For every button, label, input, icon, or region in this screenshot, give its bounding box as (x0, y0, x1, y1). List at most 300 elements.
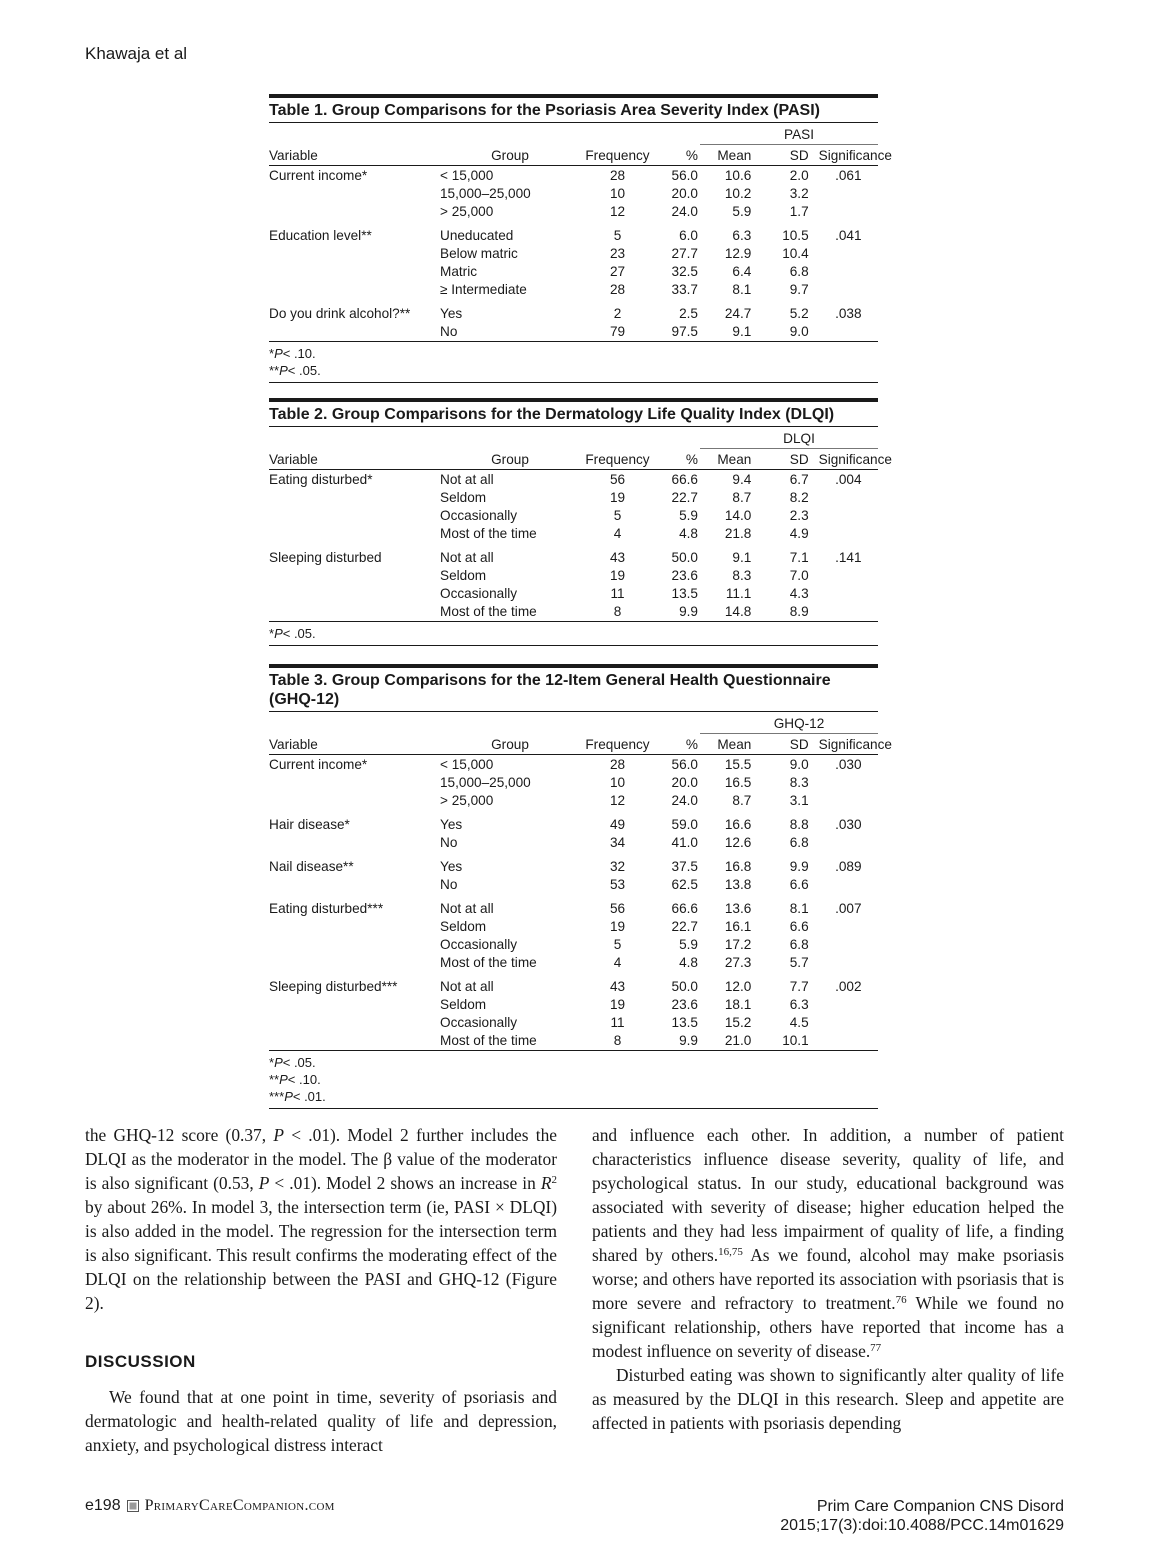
cell-frequency: 19 (609, 490, 626, 505)
cell-frequency: 12 (609, 204, 626, 219)
cell-percent: 23.6 (671, 568, 698, 583)
cell-sd: 8.2 (789, 490, 809, 505)
table-3 (269, 664, 892, 1109)
cell-significance (819, 1032, 878, 1050)
table-row (269, 245, 878, 263)
cell-percent: 66.6 (671, 472, 698, 487)
cell-variable (269, 263, 440, 281)
footnote-rule (269, 1108, 878, 1109)
table-caption: Table 2. Group Comparisons for the Dermatology Life Quality Index (DLQI) (269, 402, 878, 427)
cell-variable: Hair disease* (269, 817, 350, 832)
footnote-rule (269, 382, 878, 383)
cell-frequency: 53 (609, 877, 626, 892)
cell-mean: 8.1 (732, 282, 752, 297)
table-row (269, 852, 878, 876)
cell-frequency: 11 (610, 1015, 625, 1030)
cell-frequency: 8 (613, 1033, 622, 1048)
cell-mean: 21.8 (724, 526, 752, 541)
cell-percent: 56.0 (671, 757, 698, 772)
cell-group: Yes (440, 859, 463, 874)
cell-percent: 23.6 (671, 997, 698, 1012)
cell-frequency: 56 (609, 901, 626, 916)
cell-frequency: 19 (609, 568, 626, 583)
cell-frequency: 8 (613, 604, 622, 619)
cell-significance (819, 525, 878, 543)
cell-variable (269, 567, 440, 585)
cell-variable (269, 507, 440, 525)
table-row (269, 954, 878, 972)
cell-frequency: 23 (609, 246, 626, 261)
cell-significance: .038 (835, 306, 862, 321)
cell-variable (269, 936, 440, 954)
square-bullet-icon (127, 1500, 139, 1512)
cell-variable (269, 281, 440, 299)
footnote-marker: ** (269, 363, 280, 378)
cell-percent: 9.9 (679, 1033, 698, 1048)
cell-mean: 10.2 (724, 186, 752, 201)
cell-variable: Education level** (269, 228, 372, 243)
table-row (269, 299, 878, 323)
cell-frequency: 28 (609, 282, 626, 297)
table-caption: Table 1. Group Comparisons for the Psoriasis Area Severity Index (PASI) (269, 98, 878, 123)
cell-group: Occasionally (440, 1015, 518, 1030)
table-row (269, 810, 878, 834)
cell-percent: 97.5 (671, 324, 698, 339)
footnote-rule (269, 645, 878, 646)
cell-frequency: 5 (613, 228, 622, 243)
cell-group: Most of the time (440, 604, 537, 619)
table-row (269, 996, 878, 1014)
footnote-marker: * (269, 626, 275, 641)
cell-sd: 6.8 (789, 835, 809, 850)
cell-sd: 5.7 (789, 955, 809, 970)
cell-group: No (440, 877, 458, 892)
table-row (269, 543, 878, 567)
footnote-text: < .05. (282, 1055, 316, 1070)
cell-mean: 8.7 (732, 490, 752, 505)
cell-frequency: 27 (609, 264, 626, 279)
page-footer-right (780, 1497, 1064, 1535)
table-row (269, 507, 878, 525)
cell-percent: 22.7 (671, 490, 698, 505)
table-row (269, 918, 878, 936)
column-header-row (269, 734, 878, 755)
cell-variable: Nail disease** (269, 859, 354, 874)
cell-significance (819, 876, 878, 894)
footnote-marker: * (269, 346, 275, 361)
cell-sd: 9.7 (789, 282, 809, 297)
citation-superscript: 77 (870, 1342, 882, 1354)
cell-group: Not at all (440, 901, 494, 916)
col-header-group: Group (440, 734, 580, 755)
cell-group: Seldom (440, 997, 487, 1012)
p-symbol: P (274, 1055, 283, 1070)
cell-mean: 15.2 (724, 1015, 752, 1030)
cell-frequency: 79 (609, 324, 626, 339)
table-row (269, 834, 878, 852)
cell-sd: 6.6 (789, 877, 809, 892)
data-table (269, 427, 892, 621)
cell-group: Occasionally (440, 508, 518, 523)
cell-sd: 4.9 (789, 526, 809, 541)
cell-mean: 14.8 (724, 604, 752, 619)
cell-significance (819, 323, 878, 341)
cell-sd: 9.9 (789, 859, 809, 874)
cell-significance: .030 (835, 817, 862, 832)
cell-significance: .002 (835, 979, 862, 994)
cell-mean: 16.5 (724, 775, 752, 790)
footnote-text: < .01. (292, 1089, 326, 1104)
cell-group: No (440, 324, 458, 339)
cell-variable (269, 834, 440, 852)
table-row (269, 203, 878, 221)
table-row (269, 603, 878, 621)
cell-significance: .089 (835, 859, 862, 874)
cell-significance (819, 567, 878, 585)
cell-mean: 9.1 (732, 550, 752, 565)
cell-significance: .061 (835, 168, 862, 183)
cell-percent: 66.6 (671, 901, 698, 916)
table-row (269, 323, 878, 341)
cell-significance (819, 603, 878, 621)
p-symbol: P (274, 626, 283, 641)
cell-frequency: 56 (609, 472, 626, 487)
cell-significance (819, 185, 878, 203)
citation-superscript: 16,75 (718, 1246, 743, 1258)
cell-frequency: 34 (609, 835, 626, 850)
cell-percent: 41.0 (671, 835, 698, 850)
cell-percent: 50.0 (671, 979, 698, 994)
table-row (269, 166, 878, 186)
cell-percent: 33.7 (671, 282, 698, 297)
body-paragraph: the GHQ-12 score (0.37, P < .01). Model 2 further includes the DLQI as the moderator in the model. The β value of the moderator is also significant (0.53, P < .01). Model 2 shows an increase in $R^2$ by about 26%. In model 3, the intersection term (ie, PASI × DLQI) is also added in the model. The regression for the intersection term is also significant. This result confirms the moderating effect of the DLQI on the relationship between the PASI and GHQ-12 (Figure 2). (85, 1125, 558, 1313)
body-paragraph: and influence each other. In addition, a number of patient characteristics influence disease severity, quality of life, and psychological status. In our study, educational background was associated with severity of disease; higher education helped the patients and they had less impairment of quality of life, a finding shared by others.$^{16,75}$ As we found, alcohol may make psoriasis worse; and others have reported its association with psoriasis that is more severe and refractory to treatment.$^{76}$ While we found no significant relationship, others have reported that income has a modest influence on severity of disease.$^{77}$ (592, 1125, 1065, 1361)
cell-variable (269, 954, 440, 972)
cell-frequency: 12 (609, 793, 626, 808)
col-header-mean: Mean (700, 145, 759, 166)
left-text-column (85, 1123, 557, 1457)
footnote (269, 1088, 878, 1105)
cell-variable (269, 245, 440, 263)
cell-frequency: 43 (609, 550, 626, 565)
data-table (269, 123, 892, 341)
page-number: e198 (85, 1497, 121, 1514)
right-text-column (592, 1123, 1064, 1435)
cell-significance (819, 585, 878, 603)
p-symbol: P (274, 346, 283, 361)
table-footnotes (269, 1051, 878, 1108)
footnote (269, 1071, 878, 1088)
span-header-label: DLQI (700, 427, 878, 449)
col-header-frequency: Frequency (580, 734, 655, 755)
cell-variable (269, 1014, 440, 1032)
cell-mean: 12.9 (724, 246, 752, 261)
cell-percent: 4.8 (679, 526, 698, 541)
cell-group: Not at all (440, 550, 494, 565)
cell-sd: 9.0 (789, 757, 809, 772)
cell-frequency: 28 (609, 168, 626, 183)
cell-group: 15,000–25,000 (440, 775, 531, 790)
footnote (269, 345, 878, 362)
cell-mean: 8.3 (732, 568, 752, 583)
table-1 (269, 94, 892, 383)
cell-sd: 9.0 (789, 324, 809, 339)
cell-sd: 6.7 (789, 472, 809, 487)
cell-sd: 10.1 (782, 1033, 809, 1048)
citation-superscript: 76 (895, 1294, 907, 1306)
table-row (269, 774, 878, 792)
cell-variable (269, 996, 440, 1014)
table-row (269, 1014, 878, 1032)
cell-percent: 4.8 (679, 955, 698, 970)
cell-sd: 8.1 (789, 901, 809, 916)
cell-significance (819, 507, 878, 525)
cell-percent: 32.5 (671, 264, 698, 279)
cell-mean: 6.3 (732, 228, 752, 243)
cell-percent: 20.0 (671, 775, 698, 790)
cell-mean: 6.4 (732, 264, 752, 279)
table-row (269, 263, 878, 281)
table-row (269, 792, 878, 810)
cell-mean: 16.8 (724, 859, 752, 874)
cell-group: Most of the time (440, 1033, 537, 1048)
cell-significance: .041 (835, 228, 862, 243)
cell-variable (269, 525, 440, 543)
cell-percent: 9.9 (679, 604, 698, 619)
cell-frequency: 32 (609, 859, 626, 874)
cell-sd: 6.3 (789, 997, 809, 1012)
cell-variable (269, 489, 440, 507)
col-header-percent: % (655, 449, 700, 470)
cell-percent: 5.9 (679, 937, 698, 952)
col-header-significance: Significance (819, 145, 878, 166)
cell-mean: 21.0 (724, 1033, 752, 1048)
p-symbol: P (284, 1089, 293, 1104)
cell-variable (269, 792, 440, 810)
col-header-sd: SD (759, 734, 818, 755)
cell-significance: .007 (835, 901, 862, 916)
cell-percent: 37.5 (671, 859, 698, 874)
col-header-group: Group (440, 449, 580, 470)
cell-sd: 10.4 (782, 246, 809, 261)
cell-significance (819, 281, 878, 299)
cell-group: Not at all (440, 979, 494, 994)
cell-sd: 7.7 (789, 979, 809, 994)
cell-variable (269, 585, 440, 603)
cell-significance (819, 263, 878, 281)
col-header-variable: Variable (269, 734, 440, 755)
col-header-significance: Significance (819, 734, 878, 755)
col-header-percent: % (655, 145, 700, 166)
cell-group: > 25,000 (440, 204, 494, 219)
cell-frequency: 10 (609, 186, 626, 201)
cell-group: Yes (440, 817, 463, 832)
col-header-sd: SD (759, 145, 818, 166)
cell-mean: 18.1 (724, 997, 752, 1012)
body-paragraph: Disturbed eating was shown to significantly alter quality of life as measured by the DLQI in this research. Sleep and appetite are affected in patients with psoriasis depending (592, 1365, 1064, 1433)
cell-sd: 2.0 (789, 168, 809, 183)
cell-group: Seldom (440, 490, 487, 505)
cell-sd: 8.8 (789, 817, 809, 832)
cell-sd: 6.8 (789, 937, 809, 952)
cell-mean: 24.7 (724, 306, 752, 321)
cell-group: Most of the time (440, 526, 537, 541)
table-row (269, 489, 878, 507)
cell-mean: 13.8 (724, 877, 752, 892)
cell-sd: 5.2 (789, 306, 809, 321)
cell-frequency: 5 (613, 937, 622, 952)
cell-sd: 6.8 (789, 264, 809, 279)
cell-mean: 27.3 (724, 955, 752, 970)
footnote-marker: ** (269, 1072, 280, 1087)
table-row (269, 525, 878, 543)
footnote (269, 362, 878, 379)
cell-frequency: 2 (613, 306, 622, 321)
cell-group: > 25,000 (440, 793, 494, 808)
cell-variable: Sleeping disturbed*** (269, 979, 398, 994)
span-header-row (269, 712, 878, 734)
footnote-text: < .05. (287, 363, 321, 378)
cell-percent: 24.0 (671, 793, 698, 808)
table-row (269, 972, 878, 996)
data-table (269, 712, 892, 1050)
span-header-row (269, 427, 878, 449)
cell-mean: 15.5 (724, 757, 752, 772)
cell-variable: Eating disturbed*** (269, 901, 384, 916)
span-header-label: GHQ-12 (700, 712, 878, 734)
cell-frequency: 19 (609, 997, 626, 1012)
cell-group: < 15,000 (440, 757, 494, 772)
column-header-row (269, 449, 878, 470)
doi-citation[interactable]: 2015;17(3):doi:10.4088/PCC.14m01629 (780, 1517, 1064, 1534)
table-row (269, 876, 878, 894)
citation-superscript: 2 (551, 1174, 557, 1186)
table-footnotes (269, 342, 878, 382)
cell-group: Seldom (440, 919, 487, 934)
cell-percent: 13.5 (671, 1015, 698, 1030)
footnote-marker: *** (269, 1089, 285, 1104)
footnote-text: < .05. (282, 626, 316, 641)
body-paragraph: We found that at one point in time, severity of psoriasis and dermatologic and health-related quality of life and depression, anxiety, and psychological distress interact (85, 1387, 557, 1455)
cell-group: Yes (440, 306, 463, 321)
cell-group: Uneducated (440, 228, 514, 243)
cell-sd: 10.5 (782, 228, 809, 243)
cell-significance: .030 (835, 757, 862, 772)
cell-percent: 59.0 (671, 817, 698, 832)
cell-mean: 17.2 (724, 937, 752, 952)
cell-significance (819, 918, 878, 936)
cell-frequency: 28 (609, 757, 626, 772)
cell-percent: 6.0 (679, 228, 698, 243)
cell-mean: 14.0 (724, 508, 752, 523)
cell-significance (819, 792, 878, 810)
cell-mean: 5.9 (732, 204, 752, 219)
cell-group: Most of the time (440, 955, 537, 970)
table-2 (269, 398, 892, 646)
cell-frequency: 4 (613, 955, 622, 970)
cell-group: Below matric (440, 246, 518, 261)
cell-frequency: 49 (609, 817, 626, 832)
table-row (269, 755, 878, 775)
table-row (269, 567, 878, 585)
cell-variable (269, 323, 440, 341)
footnote-marker: * (269, 1055, 275, 1070)
cell-variable (269, 918, 440, 936)
cell-percent: 56.0 (671, 168, 698, 183)
col-header-frequency: Frequency (580, 449, 655, 470)
cell-percent: 2.5 (679, 306, 698, 321)
cell-significance (819, 936, 878, 954)
cell-sd: 8.3 (789, 775, 809, 790)
cell-percent: 13.5 (671, 586, 698, 601)
cell-mean: 9.1 (732, 324, 752, 339)
cell-percent: 62.5 (671, 877, 698, 892)
footnote (269, 1054, 878, 1071)
cell-significance (819, 954, 878, 972)
cell-percent: 5.9 (679, 508, 698, 523)
p-symbol: P (279, 363, 288, 378)
cell-variable: Eating disturbed* (269, 472, 373, 487)
cell-sd: 7.1 (789, 550, 809, 565)
cell-sd: 3.1 (789, 793, 809, 808)
cell-group: Matric (440, 264, 478, 279)
cell-variable: Current income* (269, 168, 368, 183)
cell-mean: 10.6 (724, 168, 752, 183)
col-header-mean: Mean (700, 734, 759, 755)
cell-significance (819, 774, 878, 792)
cell-mean: 8.7 (732, 793, 752, 808)
cell-group: Seldom (440, 568, 487, 583)
col-header-sd: SD (759, 449, 818, 470)
cell-significance (819, 996, 878, 1014)
span-header-label: PASI (700, 123, 878, 145)
cell-variable (269, 203, 440, 221)
col-header-variable: Variable (269, 145, 440, 166)
cell-frequency: 11 (610, 586, 625, 601)
journal-website-link[interactable]: PrimaryCareCompanion.com (144, 1497, 335, 1514)
cell-frequency: 19 (609, 919, 626, 934)
cell-significance (819, 834, 878, 852)
footnote (269, 625, 878, 642)
cell-variable (269, 1032, 440, 1050)
col-header-variable: Variable (269, 449, 440, 470)
col-header-mean: Mean (700, 449, 759, 470)
cell-frequency: 5 (613, 508, 622, 523)
cell-group: ≥ Intermediate (440, 282, 527, 297)
table-row (269, 936, 878, 954)
cell-significance (819, 203, 878, 221)
table-row (269, 894, 878, 918)
cell-group: 15,000–25,000 (440, 186, 531, 201)
table-row (269, 281, 878, 299)
cell-variable (269, 185, 440, 203)
cell-group: Occasionally (440, 937, 518, 952)
cell-percent: 22.7 (671, 919, 698, 934)
cell-group: Occasionally (440, 586, 518, 601)
cell-sd: 4.5 (789, 1015, 809, 1030)
cell-mean: 9.4 (732, 472, 752, 487)
cell-sd: 8.9 (789, 604, 809, 619)
cell-mean: 16.1 (724, 919, 752, 934)
cell-significance (819, 1014, 878, 1032)
table-row (269, 185, 878, 203)
p-symbol: P (279, 1072, 288, 1087)
cell-variable (269, 774, 440, 792)
col-header-significance: Significance (819, 449, 878, 470)
table-caption: Table 3. Group Comparisons for the 12-Item General Health Questionnaire (GHQ-12) (269, 668, 878, 712)
table-row (269, 470, 878, 490)
cell-variable: Sleeping disturbed (269, 550, 382, 565)
